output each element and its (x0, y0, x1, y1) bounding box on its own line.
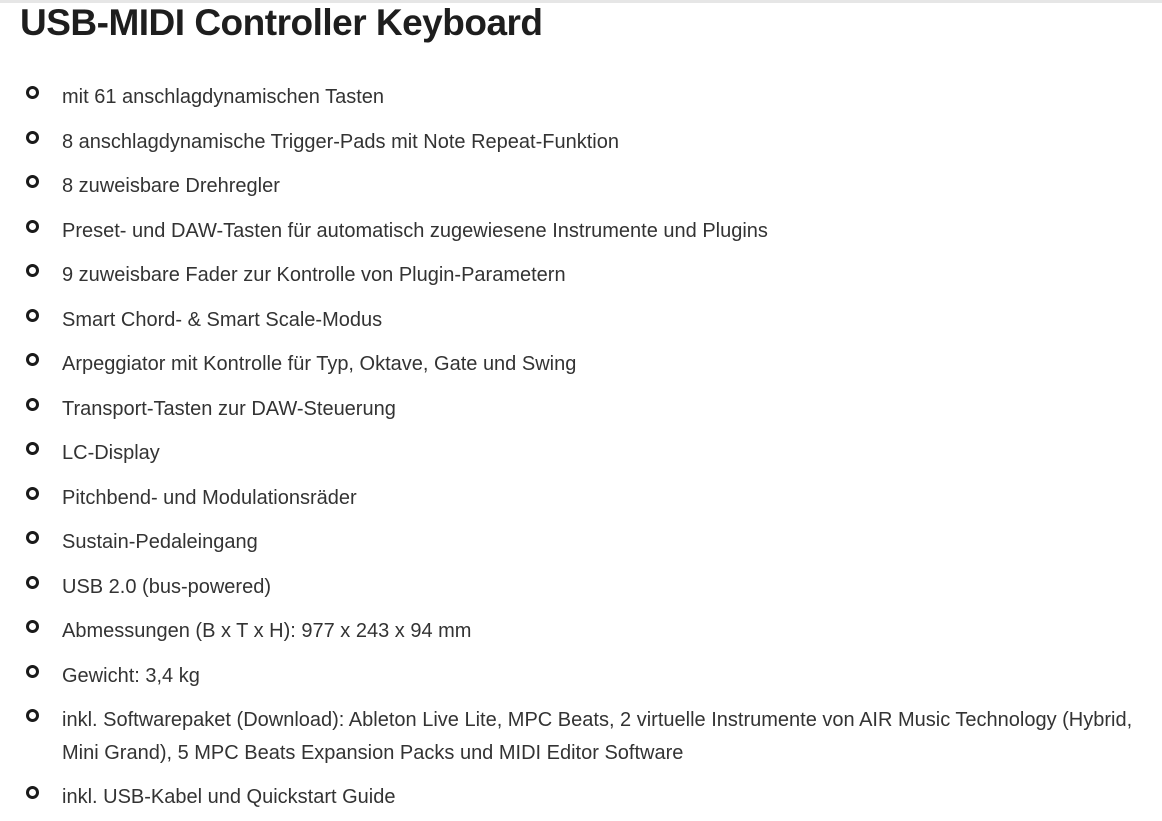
list-item-text: LC-Display (62, 442, 160, 464)
bullet-icon (26, 487, 39, 500)
list-item (0, 254, 1162, 299)
bullet-icon (26, 531, 39, 544)
list-item-text: Smart Chord- & Smart Scale-Modus (62, 308, 383, 331)
list-item (0, 210, 1162, 255)
list-item (0, 343, 1162, 388)
list-item-text: 8 anschlagdynamische Trigger-Pads mit Note Repeat-Funktion (62, 130, 619, 153)
bullet-icon (26, 442, 39, 455)
bullet-icon (26, 309, 39, 322)
bullet-icon (26, 786, 39, 799)
bullet-icon (26, 665, 39, 678)
list-item-text: Arpeggiator mit Kontrolle für Typ, Oktave, Gate und Swing (62, 353, 577, 375)
list-item-text: inkl. Softwarepaket (Download): Ableton Live Lite, MPC Beats, 2 virtuelle Instrumente von AIR Music Technology (Hybrid, Mini Grand), 5 MPC Beats Expansion Packs und MIDI Editor Software (62, 709, 1133, 764)
list-item (0, 76, 1162, 121)
bullet-icon (26, 264, 39, 277)
list-item (0, 165, 1162, 210)
feature-list (0, 76, 1162, 821)
list-item (0, 477, 1162, 522)
list-item (0, 699, 1162, 776)
bullet-icon (26, 175, 39, 188)
list-item (0, 432, 1162, 477)
bullet-icon (26, 620, 39, 633)
list-item-text: Preset- und DAW-Tasten für automatisch zugewiesene Instrumente und Plugins (62, 219, 768, 242)
list-item (0, 566, 1162, 611)
list-item (0, 776, 1162, 821)
list-item-text: Abmessungen (B x T x H): 977 x 243 x 94 mm (62, 620, 472, 642)
list-item-text: mit 61 anschlagdynamischen Tasten (62, 86, 385, 108)
list-item-text: Gewicht: 3,4 kg (62, 664, 200, 687)
bullet-icon (26, 709, 39, 722)
list-item (0, 521, 1162, 566)
bullet-icon (26, 576, 39, 589)
list-item-text: inkl. USB-Kabel und Quickstart Guide (62, 786, 396, 808)
bullet-icon (26, 86, 39, 99)
list-item (0, 610, 1162, 655)
list-item-text: USB 2.0 (bus-powered) (62, 575, 271, 598)
list-item-text: Pitchbend- und Modulationsräder (62, 486, 357, 509)
bullet-icon (26, 220, 39, 233)
list-item-text: Sustain-Pedaleingang (62, 531, 258, 553)
list-item (0, 388, 1162, 433)
page-title: USB-MIDI Controller Keyboard (20, 2, 543, 43)
list-item (0, 121, 1162, 166)
bullet-icon (26, 353, 39, 366)
bullet-icon (26, 131, 39, 144)
list-item (0, 299, 1162, 344)
list-item-text: 8 zuweisbare Drehregler (62, 175, 280, 197)
bullet-icon (26, 398, 39, 411)
list-item (0, 655, 1162, 700)
list-item-text: 9 zuweisbare Fader zur Kontrolle von Plugin-Parametern (62, 264, 566, 286)
list-item-text: Transport-Tasten zur DAW-Steuerung (62, 397, 396, 420)
